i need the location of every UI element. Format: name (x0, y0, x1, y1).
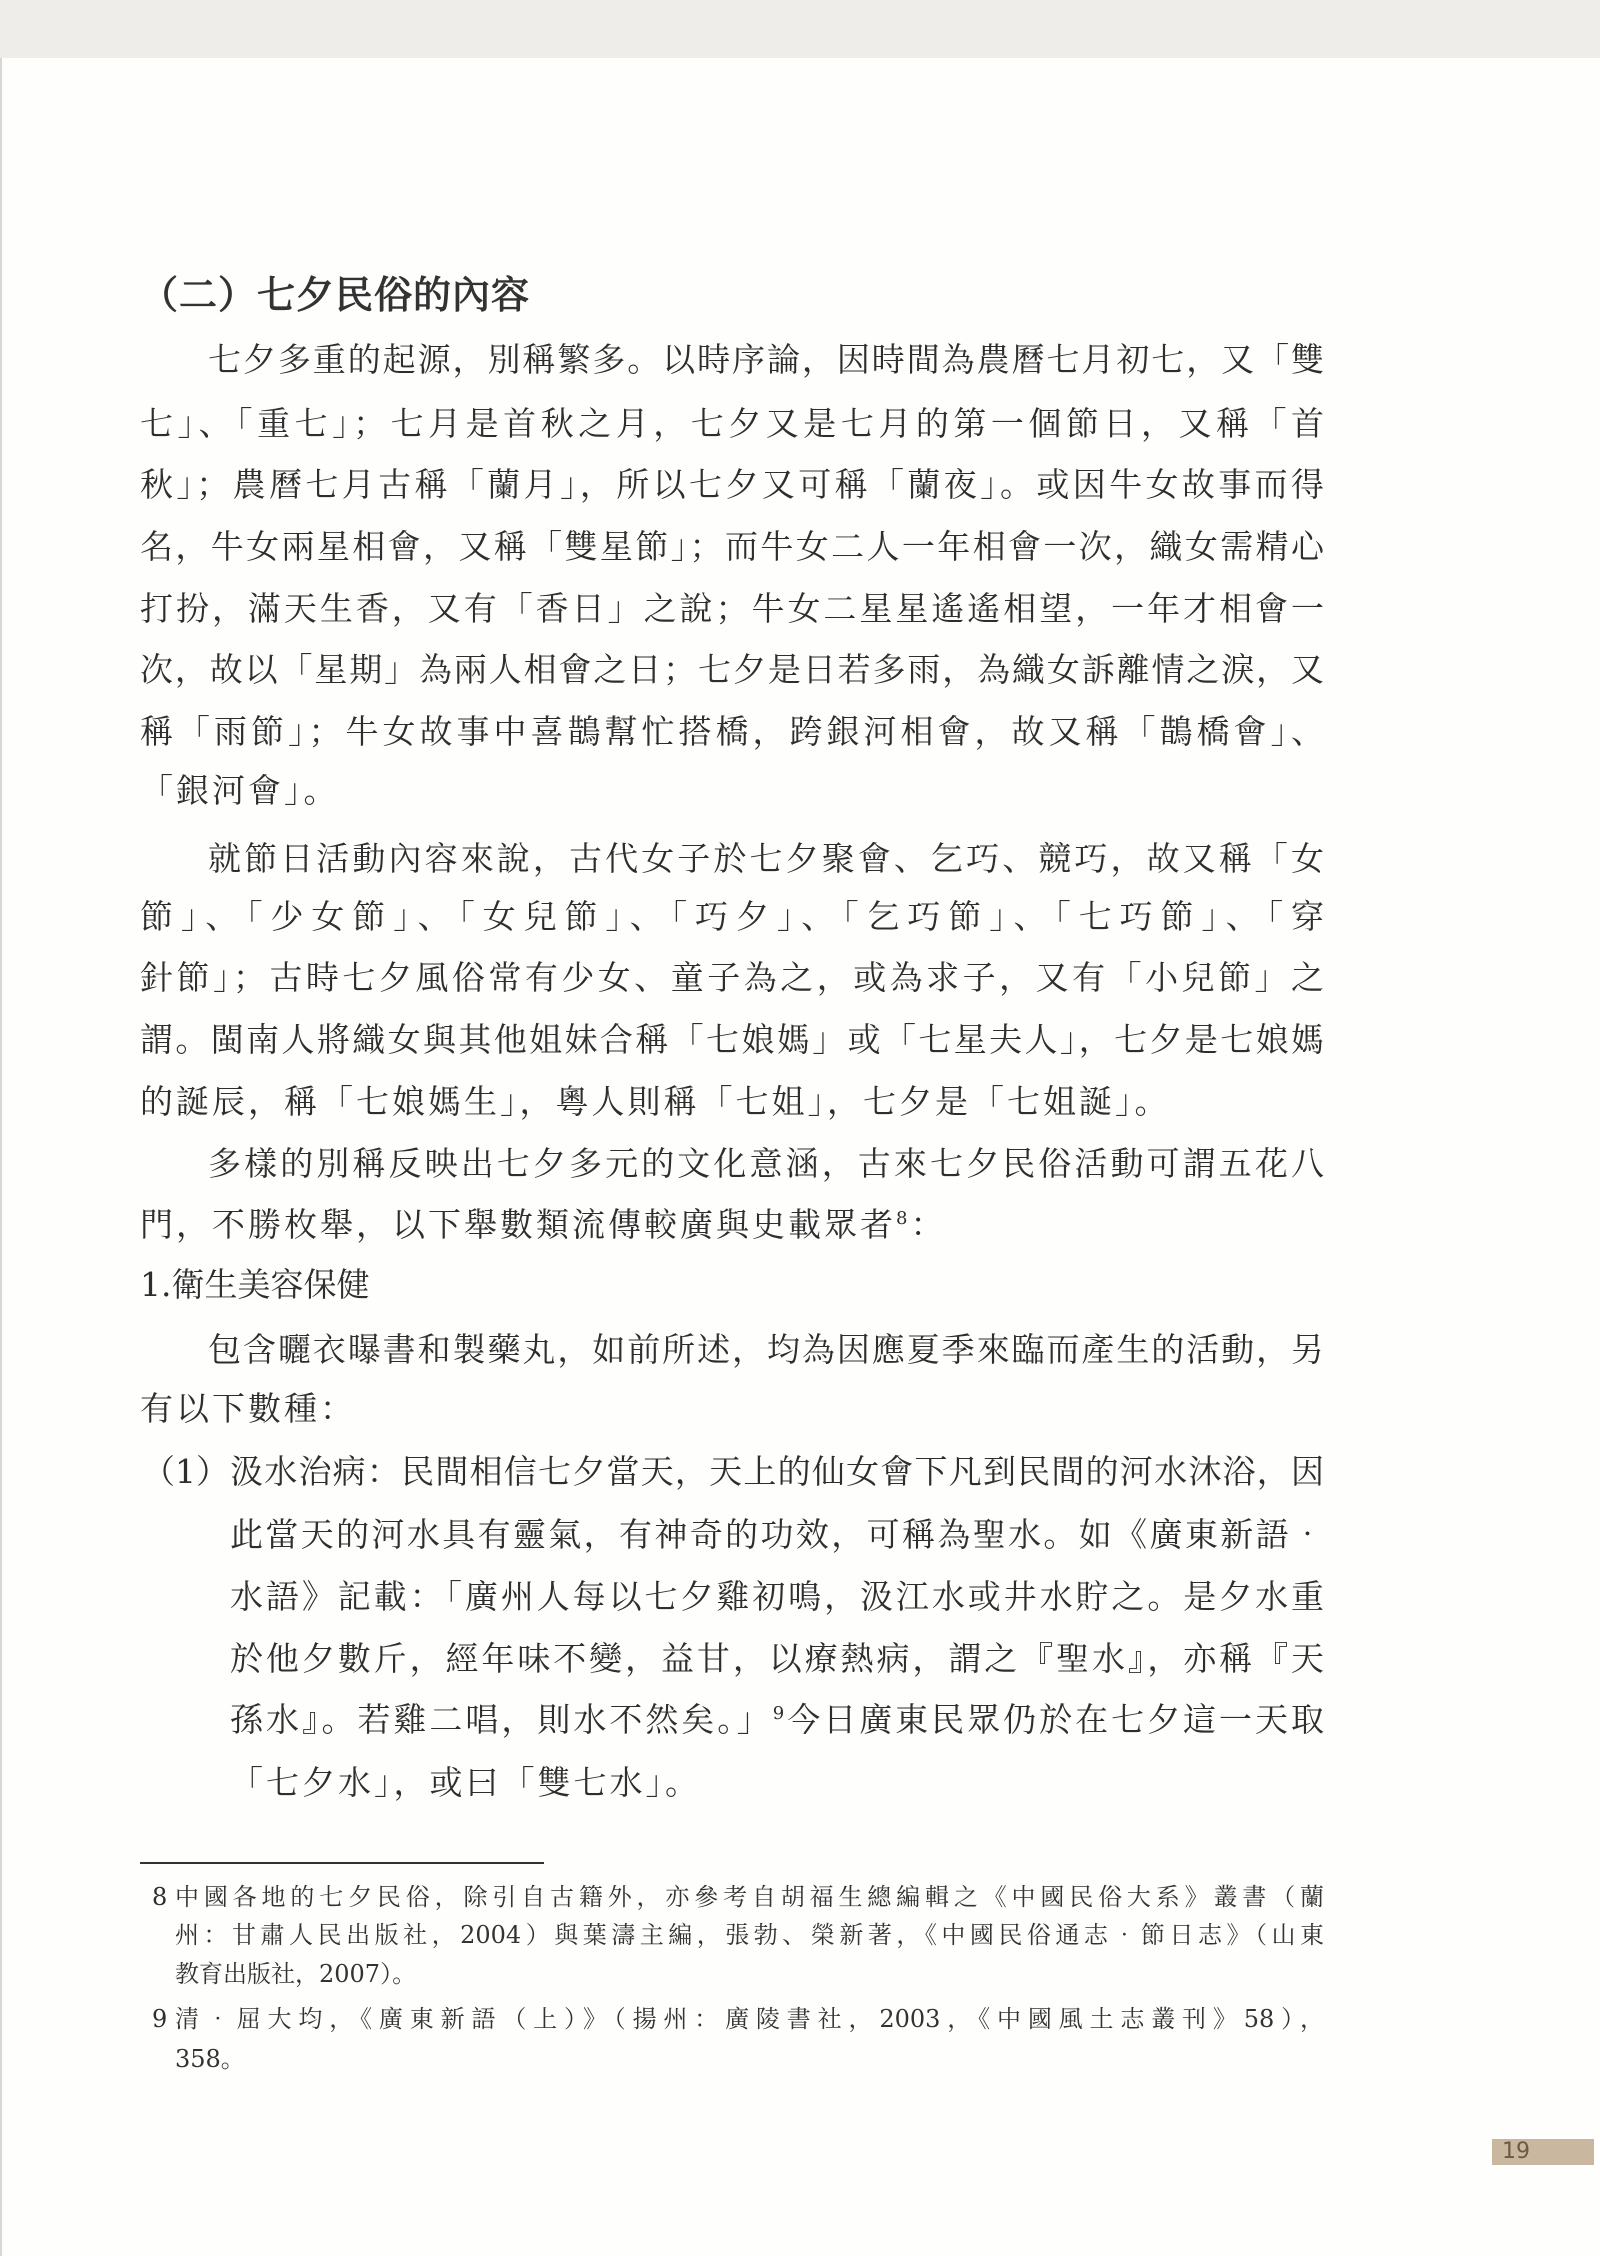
list-item-label: （1） (142, 1452, 229, 1491)
page-number: 19 (1492, 2139, 1594, 2165)
footnote-line: 清‧屈大均，《廣東新語（上）》（揚州：廣陵書社，2003，《中國風土志叢刊》58）， (175, 2005, 1324, 2033)
footnote-number: 8 (152, 1883, 168, 1911)
text-line: 名，牛女兩星相會，又稱「雙星節」；而牛女二人一年相會一次，織女需精心 (140, 527, 1324, 566)
footnote-divider (140, 1862, 544, 1864)
text-line: 七」、「重七」；七月是首秋之月，七夕又是七月的第一個節日，又稱「首 (140, 404, 1324, 443)
text-line: 就節日活動內容來說，古代女子於七夕聚會、乞巧、競巧，故又稱「女 (208, 839, 1324, 878)
text-line (230, 1700, 1324, 1740)
scan-top-band (0, 0, 1600, 58)
text-line: 包含曬衣曝書和製藥丸，如前所述，均為因應夏季來臨而產生的活動，另 (208, 1330, 1324, 1369)
text-line: 於他夕數斤，經年味不變，益甘，以療熱病，謂之『聖水』，亦稱『天 (230, 1639, 1324, 1678)
text-line: 水語》記載：「廣州人每以七夕雞初鳴，汲江水或井水貯之。是夕水重 (230, 1577, 1324, 1616)
footnote-line: 州：甘肅人民出版社，2004）與葉濤主編，張勃、榮新著，《中國民俗通志‧節日志》（山東 (175, 1921, 1324, 1949)
text-span: 孫水』。若雞二唱，則水不然矣。」 (230, 1700, 773, 1739)
footnote-ref-8[interactable]: 8 (896, 1208, 911, 1229)
text-line: 有以下數種： (140, 1389, 356, 1428)
text-line: 針節」；古時七夕風俗常有少女、童子為之，或為求子，又有「小兒節」之 (140, 958, 1324, 997)
text-line: 此當天的河水具有靈氣，有神奇的功效，可稱為聖水。如《廣東新語‧ (230, 1515, 1324, 1554)
footnote-line: 中國各地的七夕民俗，除引自古籍外，亦參考自胡福生總編輯之《中國民俗大系》叢書（蘭 (175, 1883, 1324, 1911)
text-span: 門，不勝枚舉，以下舉數類流傳較廣與史載眾者 (140, 1205, 896, 1244)
text-line: 打扮，滿天生香，又有「香日」之說；牛女二星星遙遙相望，一年才相會一 (140, 589, 1324, 628)
text-line: 次，故以「星期」為兩人相會之日；七夕是日若多雨，為織女訴離情之淚，又 (140, 650, 1324, 689)
page-edge (0, 58, 2, 2256)
subsection-heading: 1.衛生美容保健 (140, 1265, 370, 1304)
text-line: 節」、「少女節」、「女兒節」、「巧夕」、「乞巧節」、「七巧節」、「穿 (140, 897, 1324, 936)
text-line: 七夕多重的起源，別稱繁多。以時序論，因時間為農曆七月初七，又「雙 (208, 340, 1324, 379)
footnote-line: 358。 (175, 2045, 245, 2073)
text-line: 多樣的別稱反映出七夕多元的文化意涵，古來七夕民俗活動可謂五花八 (208, 1144, 1324, 1183)
text-line: 「銀河會」。 (140, 771, 340, 810)
text-line: 「七夕水」，或曰「雙七水」。 (230, 1763, 701, 1802)
footnote-ref-9[interactable]: 9 (772, 1703, 785, 1724)
text-line (140, 1205, 1324, 1245)
footnote-number: 9 (152, 2005, 168, 2033)
text-line: 的誕辰，稱「七娘媽生」，粵人則稱「七姐」，七夕是「七姐誕」。 (140, 1082, 1171, 1121)
text-line: 稱「雨節」；牛女故事中喜鵲幫忙搭橋，跨銀河相會，故又稱「鵲橋會」、 (140, 712, 1324, 751)
footnote-line: 教育出版社，2007）。 (175, 1960, 417, 1988)
text-span: ： (910, 1205, 947, 1244)
text-line: 謂。閩南人將織女與其他姐妹合稱「七娘媽」或「七星夫人」，七夕是七娘媽 (140, 1020, 1324, 1059)
text-line: 秋」；農曆七月古稱「蘭月」，所以七夕又可稱「蘭夜」。或因牛女故事而得 (140, 465, 1324, 504)
text-line: 汲水治病：民間相信七夕當天，天上的仙女會下凡到民間的河水沐浴，因 (230, 1452, 1324, 1491)
text-span: 今日廣東民眾仍於在七夕這一天取 (784, 1700, 1325, 1739)
section-heading: （二）七夕民俗的內容 (140, 273, 531, 317)
